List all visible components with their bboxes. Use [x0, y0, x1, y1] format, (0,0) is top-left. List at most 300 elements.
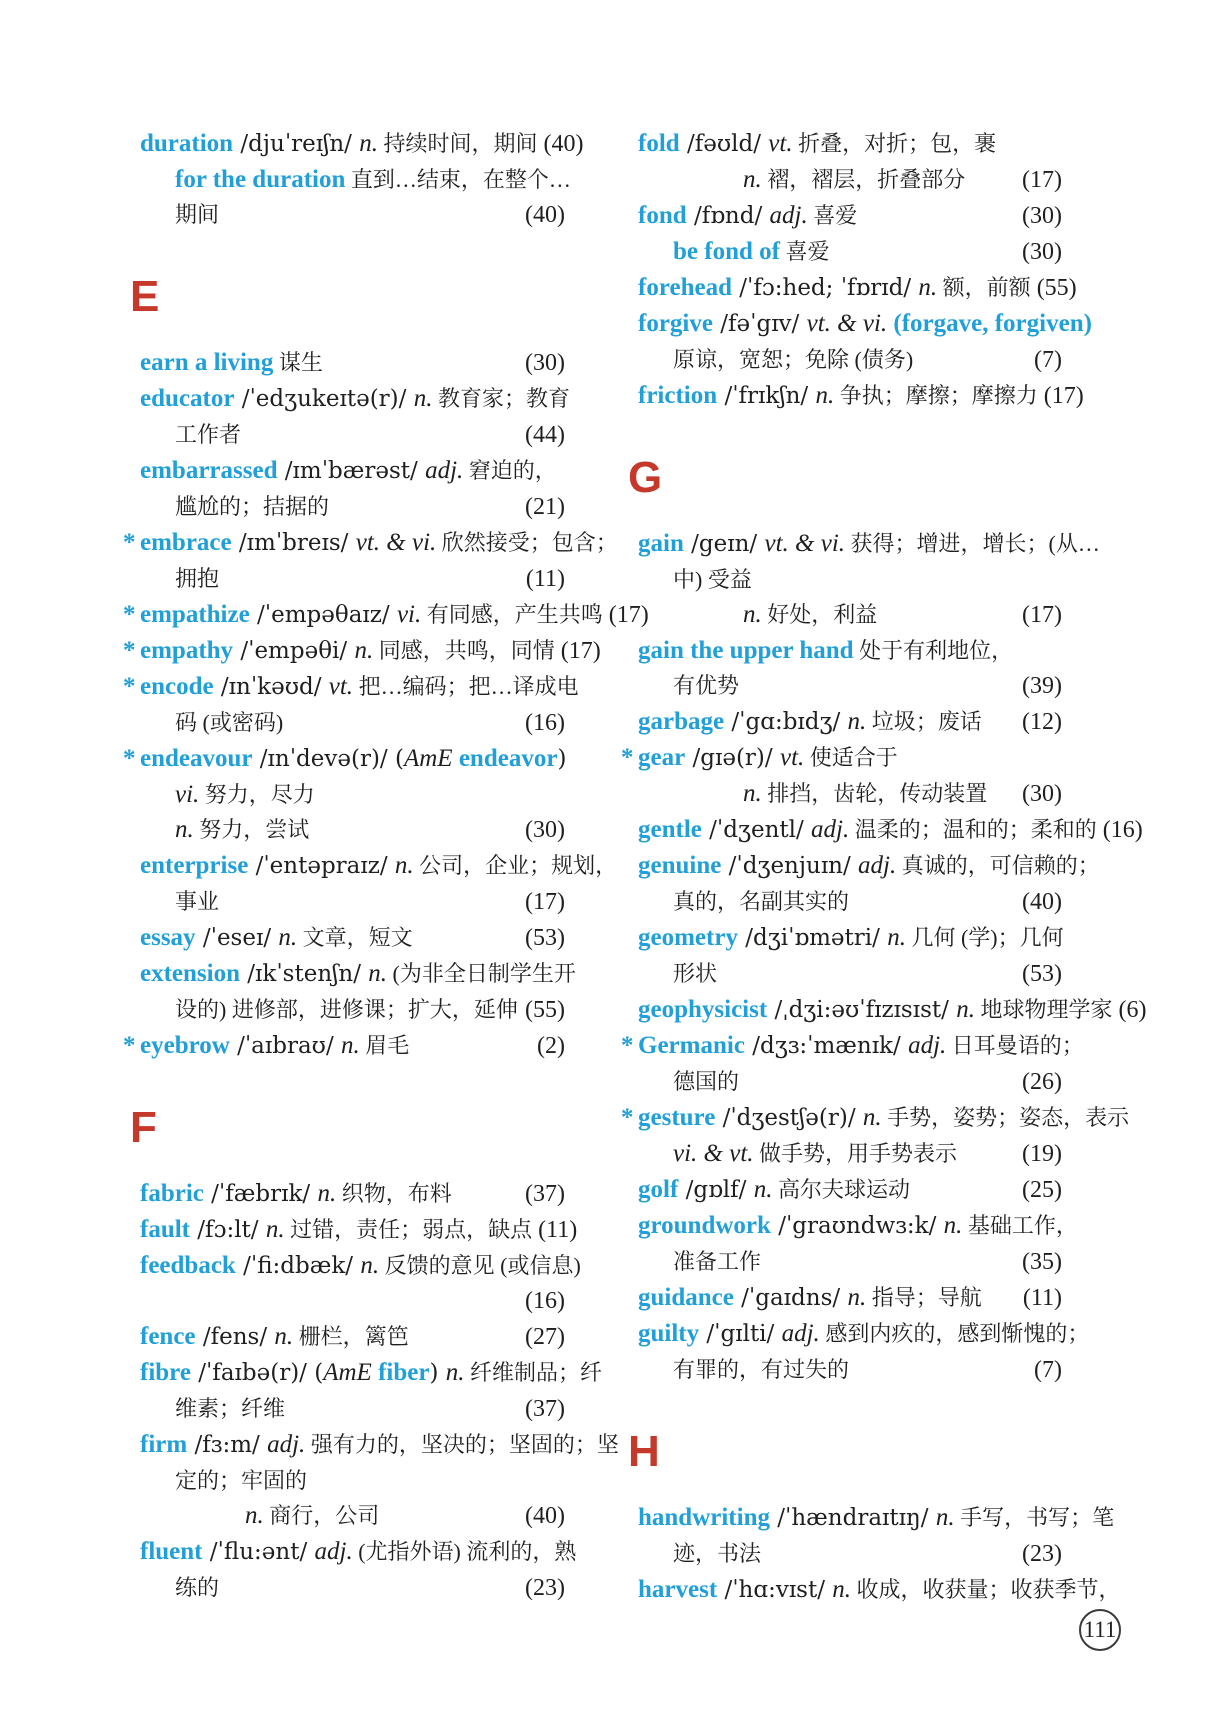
pos-label: vt. — [779, 744, 805, 771]
entry-line-text — [175, 812, 309, 847]
entry-line-text — [140, 1248, 581, 1284]
phonetic-text: /ˈgɪlti/ — [699, 1321, 782, 1347]
chinese-definition: 手势，姿势；姿态，表示 — [881, 1105, 1130, 1130]
dictionary-entry — [638, 378, 1084, 414]
chinese-definition: (为非全日制学生开 — [387, 961, 576, 986]
entry-line-text — [140, 525, 618, 561]
entry-line-text — [140, 669, 579, 705]
entry-line-text — [638, 1208, 1078, 1244]
entry-line-text — [638, 526, 1100, 562]
entry-line-text — [638, 920, 1064, 956]
unit-reference-number: (55) — [525, 997, 565, 1023]
chinese-definition: 好处，利益 — [761, 602, 878, 627]
entry-line-text — [673, 342, 913, 377]
phonetic-text: /ˈgraʊndwɜ:k/ — [770, 1213, 944, 1239]
headword-text: be fond of — [673, 238, 780, 265]
chinese-definition: 手写，书写；笔 — [954, 1505, 1115, 1530]
entry-line — [638, 776, 1062, 812]
unit-reference-number: (37) — [525, 1396, 565, 1422]
pos-label: n. — [360, 1252, 380, 1279]
dictionary-entry — [621, 1100, 1130, 1172]
pos-label: vt. & vi. — [764, 530, 846, 557]
headword-text: encode — [140, 673, 214, 700]
section-letter-F: F — [130, 1103, 157, 1152]
pos-label: n. — [445, 1359, 465, 1386]
phonetic-text: /ˈeseɪ/ — [195, 925, 279, 951]
entry-line-text — [140, 1427, 619, 1463]
headword-text: endeavor — [452, 745, 558, 772]
entry-line — [140, 417, 565, 453]
entry-line-text — [140, 920, 413, 956]
phonetic-text: /ˈempəθaɪz/ — [249, 602, 397, 628]
entry-line-text — [140, 848, 617, 884]
chinese-definition: 温柔的；温和的；柔和的 — [849, 817, 1097, 842]
phonetic-text: /ˈfi:dbæk/ — [235, 1253, 361, 1279]
unit-reference-number: (30) — [525, 350, 565, 376]
headword-text: guidance — [638, 1284, 734, 1311]
dictionary-entry — [140, 345, 565, 381]
headword-text: fluent — [140, 1538, 203, 1565]
entry-line — [140, 381, 570, 417]
entry-line — [638, 1280, 1062, 1316]
unit-reference-number: (16) — [525, 1288, 565, 1314]
entry-line-text — [140, 453, 557, 489]
headword-text: embarrassed — [140, 457, 278, 484]
entry-line-text — [245, 1498, 379, 1533]
unit-reference-number: (40) — [525, 1503, 565, 1529]
section-letter-E: E — [130, 272, 160, 321]
entry-line — [638, 198, 1062, 234]
star-marker: * — [123, 601, 136, 628]
pos-label: n. — [354, 637, 374, 664]
chinese-definition: (尤指外语) 流利的，熟 — [352, 1539, 577, 1564]
dictionary-entry — [140, 1212, 578, 1248]
dictionary-entry — [140, 1534, 577, 1606]
entry-line — [140, 1498, 565, 1534]
entry-line-text — [638, 1100, 1129, 1136]
entry-line-text — [140, 741, 566, 777]
headword-text: gain — [638, 530, 684, 557]
phonetic-text: /fɒnd/ — [686, 203, 770, 229]
phonetic-text: /fəʊld/ — [679, 131, 769, 157]
headword-text: fiber — [371, 1359, 430, 1386]
pos-label: vi. & vt. — [673, 1140, 754, 1167]
phonetic-text: /dʒiˈɒmətri/ — [737, 925, 888, 951]
pos-label: n. — [847, 1284, 867, 1311]
dictionary-entry — [140, 1427, 619, 1534]
entry-line — [638, 704, 1062, 740]
entry-line-text — [175, 561, 219, 596]
entry-line — [638, 342, 1062, 378]
entry-line — [638, 633, 1062, 668]
entry-line — [140, 848, 618, 884]
pos-label: adj. — [314, 1538, 353, 1565]
entry-line-text — [140, 126, 538, 162]
chinese-definition: 准备工作 — [673, 1249, 762, 1274]
pos-label: n. — [368, 960, 388, 987]
chinese-definition: 反馈的意见 (或信息) — [379, 1253, 581, 1278]
headword-text: guilty — [638, 1320, 700, 1347]
pos-label: n. — [245, 1502, 264, 1529]
pos-label: n. — [341, 1032, 360, 1059]
dictionary-entry — [638, 270, 1077, 306]
dictionary-entry — [140, 1176, 565, 1212]
phonetic-text: /geɪn/ — [683, 531, 765, 557]
chinese-definition: 公司，企业；规划， — [413, 853, 618, 878]
unit-reference-number: (19) — [1022, 1141, 1062, 1167]
entry-line-text — [175, 162, 571, 197]
dictionary-entry — [638, 1280, 1062, 1316]
chinese-definition: 织物，布料 — [336, 1181, 452, 1206]
headword-text: forgive — [638, 310, 713, 337]
unit-reference-number: (30) — [1022, 203, 1062, 229]
phonetic-text: ) — [429, 1360, 446, 1386]
entry-line — [140, 1463, 565, 1498]
entry-line-text — [638, 740, 898, 776]
chinese-definition: 有同感，产生共鸣 — [421, 602, 603, 627]
unit-reference-number: (12) — [1022, 709, 1062, 735]
chinese-definition: 迹，书法 — [673, 1541, 762, 1566]
star-marker: * — [123, 529, 136, 556]
chinese-definition: 尴尬的；拮据的 — [175, 494, 330, 519]
headword-text: embrace — [140, 529, 232, 556]
chinese-definition: 额，前额 — [937, 275, 1031, 300]
unit-reference-number: (17) — [1022, 167, 1062, 193]
entry-line-text — [743, 162, 965, 197]
dictionary-entry — [140, 126, 584, 233]
entry-line-text — [175, 992, 518, 1027]
phonetic-text: /ˈgaɪdns/ — [733, 1285, 848, 1311]
entry-line — [638, 848, 1100, 884]
chinese-definition: 使适合于 — [804, 745, 898, 770]
dictionary-entry — [140, 1248, 581, 1319]
headword-text: golf — [638, 1176, 679, 1203]
phonetic-text: /ˈfɔ:hed; ˈfɒrɪd/ — [731, 275, 919, 301]
headword-text: garbage — [638, 708, 725, 735]
entry-line — [140, 1355, 602, 1391]
pos-label: n. — [935, 1504, 955, 1531]
chinese-definition: 排挡，齿轮，传动装置 — [761, 781, 988, 806]
headword-text: friction — [638, 382, 718, 409]
pos-label: n. — [359, 130, 378, 157]
unit-reference-number: (40) — [1022, 889, 1062, 915]
unit-reference-number: (16) — [525, 710, 565, 736]
chinese-definition: 收成，收获量；收获季节， — [851, 1577, 1121, 1602]
phonetic-text: /ˈentəpraɪz/ — [248, 853, 395, 879]
dictionary-entry — [638, 126, 1062, 198]
entry-line-text — [140, 1028, 409, 1064]
pos-label: AmE — [323, 1359, 372, 1386]
entry-line-text — [140, 1212, 532, 1248]
pos-label: vi. — [396, 601, 422, 628]
headword-text: earn a living — [140, 349, 274, 376]
phonetic-text: /fens/ — [195, 1324, 275, 1350]
headword-text: geophysicist — [638, 996, 768, 1023]
dictionary-entry — [638, 198, 1062, 270]
dictionary-entry — [123, 1028, 565, 1064]
phonetic-text: /gɒlf/ — [678, 1177, 754, 1203]
headword-text: gain the upper hand — [638, 637, 854, 664]
phonetic-text: /djuˈreɪʃn/ — [233, 131, 360, 157]
dictionary-entry — [140, 956, 576, 1028]
pos-label: n. — [943, 1212, 963, 1239]
dictionary-entry — [638, 526, 1100, 633]
unit-reference-number: (37) — [525, 1181, 565, 1207]
dictionary-entry — [638, 1208, 1078, 1280]
unit-reference-number: (35) — [1022, 1249, 1062, 1275]
headword-text: handwriting — [638, 1504, 770, 1531]
entry-line — [140, 920, 565, 956]
chinese-definition: 期间 — [175, 202, 220, 227]
chinese-definition: 把…编码；把…译成电 — [353, 674, 579, 699]
left-column — [123, 126, 649, 1606]
entry-line — [638, 526, 1100, 562]
chinese-definition: 商行，公司 — [263, 1503, 380, 1528]
pos-label: adj. — [858, 852, 897, 879]
entry-line-text — [140, 345, 323, 380]
dictionary-entry — [638, 920, 1062, 992]
entry-line — [140, 812, 565, 848]
entry-line-text — [175, 1463, 307, 1498]
star-marker: * — [621, 1104, 634, 1131]
chinese-definition: 练的 — [175, 1575, 220, 1600]
chinese-definition: 强有力的，坚决的；坚固的；坚 — [305, 1432, 619, 1457]
unit-reference-number: (17) — [560, 638, 601, 664]
phonetic-text: /fəˈgɪv/ — [712, 311, 807, 337]
phonetic-text: /ˈfæbrɪk/ — [203, 1181, 318, 1207]
entry-line-text — [638, 1316, 1089, 1352]
unit-reference-number: (11) — [525, 566, 565, 592]
dictionary-entry — [638, 306, 1092, 378]
unit-reference-number: (40) — [525, 202, 565, 228]
entry-line-text — [673, 668, 739, 703]
chinese-definition: 拥抱 — [175, 566, 220, 591]
entry-line-text — [673, 1352, 849, 1387]
entry-line-text — [140, 1534, 576, 1570]
headword-text: feedback — [140, 1252, 236, 1279]
dictionary-entry — [638, 633, 1062, 704]
entry-line-text — [743, 597, 877, 632]
entry-line-text — [638, 1500, 1114, 1536]
entry-line — [638, 1352, 1062, 1388]
entry-line-text — [638, 633, 1013, 668]
dictionary-entry — [638, 812, 1143, 848]
pos-label: n. — [317, 1180, 337, 1207]
entry-line — [638, 1208, 1078, 1244]
phonetic-text: /fɔ:lt/ — [190, 1217, 266, 1243]
phonetic-text: /ˌdʒi:əʊˈfɪzɪsɪst/ — [767, 997, 957, 1023]
entry-line — [638, 562, 1062, 597]
chinese-definition: 真诚的，可信赖的； — [896, 853, 1100, 878]
headword-text: fabric — [140, 1180, 204, 1207]
entry-line — [638, 162, 1062, 198]
pos-label: adj. — [811, 816, 850, 843]
pos-label: adj. — [781, 1320, 820, 1347]
pos-label: adj. — [425, 457, 464, 484]
phonetic-text: /dʒɜ:ˈmænɪk/ — [744, 1033, 909, 1059]
pos-label: n. — [274, 1323, 294, 1350]
entry-line-text — [140, 597, 603, 633]
chinese-definition: 基础工作， — [962, 1213, 1078, 1238]
chinese-definition: 努力，尽力 — [199, 782, 315, 807]
entry-line — [638, 812, 1143, 848]
star-marker: * — [621, 744, 634, 771]
dictionary-entry — [638, 1572, 1121, 1608]
dictionary-entry — [638, 1500, 1115, 1572]
dictionary-entry — [140, 453, 565, 525]
headword-text: gentle — [638, 816, 702, 843]
headword-text: gear — [638, 744, 686, 771]
entry-line-text — [638, 378, 1038, 414]
dictionary-entry — [123, 633, 601, 669]
entry-line — [638, 920, 1062, 956]
entry-line-text — [638, 992, 1112, 1028]
phonetic-text: /ˈdʒentl/ — [701, 817, 812, 843]
unit-reference-number: (7) — [1034, 347, 1062, 373]
page-number: 111 — [1083, 1617, 1117, 1642]
right-column — [621, 126, 1147, 1608]
headword-text: fence — [140, 1323, 196, 1350]
chinese-definition: 感到内疚的，感到惭愧的； — [819, 1321, 1090, 1346]
entry-line — [638, 1244, 1062, 1280]
phonetic-text: /ˈfrɪkʃn/ — [717, 383, 816, 409]
entry-line — [638, 1536, 1062, 1572]
pos-label: n. — [832, 1576, 852, 1603]
phonetic-text: /ˈhændraɪtɪŋ/ — [769, 1505, 936, 1531]
unit-reference-number: (17) — [525, 889, 565, 915]
phonetic-text: /ˈaɪbraʊ/ — [229, 1033, 342, 1059]
chinese-definition: 日耳曼语的； — [946, 1033, 1084, 1058]
dictionary-entry — [123, 525, 618, 597]
unit-reference-number: (53) — [1022, 961, 1062, 987]
chinese-definition: 文章，短文 — [297, 925, 413, 950]
headword-text: fibre — [140, 1359, 191, 1386]
entry-line — [638, 597, 1062, 633]
entry-line-text — [638, 1572, 1121, 1608]
chinese-definition: 定的；牢固的 — [175, 1468, 308, 1493]
pos-label: n. — [918, 274, 938, 301]
chinese-definition: 高尔夫球运动 — [772, 1177, 910, 1202]
headword-text: Germanic — [638, 1032, 745, 1059]
chinese-definition: 直到…结束，在整个… — [345, 167, 571, 192]
entry-line-text — [140, 1176, 452, 1212]
chinese-definition: 争执；摩擦；摩擦力 — [834, 383, 1038, 408]
headword-text: forehead — [638, 274, 732, 301]
section-letter-G: G — [628, 453, 663, 502]
pos-label: n. — [887, 924, 906, 951]
unit-reference-number: (17) — [1022, 602, 1062, 628]
entry-line — [140, 197, 565, 233]
entry-line — [140, 1176, 565, 1212]
phonetic-text: /ˈedʒukeɪtə(r)/ — [234, 386, 414, 412]
chinese-definition: 栅栏，篱笆 — [293, 1324, 409, 1349]
chinese-definition: 形状 — [673, 961, 718, 986]
entry-line — [638, 1064, 1062, 1100]
pos-label: n. — [753, 1176, 773, 1203]
dictionary-entry — [638, 992, 1147, 1028]
chinese-definition: 获得；增进，增长；(从… — [845, 531, 1100, 556]
unit-reference-number: (17) — [608, 602, 649, 628]
dictionary-entry — [140, 1355, 602, 1427]
page-number-badge — [1079, 1609, 1121, 1651]
star-marker: * — [123, 673, 136, 700]
entry-line-text — [638, 812, 1097, 848]
headword-text: gesture — [638, 1104, 716, 1131]
entry-line — [123, 1028, 565, 1064]
entry-line — [638, 1500, 1115, 1536]
entry-line — [638, 1316, 1090, 1352]
entry-line-text — [638, 306, 1092, 342]
pos-label: n. — [394, 852, 414, 879]
pos-label: n. — [815, 382, 835, 409]
chinese-definition: 做手势，用手势表示 — [753, 1141, 958, 1166]
chinese-definition: 喜爱 — [807, 203, 858, 228]
headword-text: harvest — [638, 1576, 718, 1603]
entry-line-text — [673, 1244, 761, 1279]
unit-reference-number: (16) — [1102, 817, 1143, 843]
entry-line — [638, 126, 1062, 162]
chinese-definition: 持续时间，期间 — [377, 131, 538, 156]
headword-text: genuine — [638, 852, 722, 879]
chinese-definition: 处于有利地位， — [853, 638, 1014, 663]
entry-line-text — [140, 381, 570, 417]
unit-reference-number: (30) — [525, 817, 565, 843]
unit-reference-number: (2) — [537, 1033, 565, 1059]
chinese-definition: 教育家；教育 — [432, 386, 570, 411]
star-marker: * — [123, 745, 136, 772]
pos-label: n. — [278, 924, 298, 951]
chinese-definition: 窘迫的， — [463, 458, 557, 483]
entry-line-text — [673, 1136, 957, 1171]
entry-line — [140, 1391, 565, 1427]
pos-label: adj. — [267, 1431, 306, 1458]
headword-text: geometry — [638, 924, 738, 951]
dictionary-entry — [638, 1316, 1090, 1388]
chinese-definition: 中) 受益 — [673, 567, 752, 592]
entry-line — [140, 777, 565, 812]
unit-reference-number: (39) — [1022, 673, 1062, 699]
dictionary-entry — [621, 740, 1062, 812]
entry-line — [140, 956, 576, 992]
chinese-definition: 过错，责任；弱点，缺点 — [284, 1217, 533, 1242]
entry-line — [140, 489, 565, 525]
unit-reference-number: (30) — [1022, 239, 1062, 265]
phonetic-text: ) — [557, 746, 567, 772]
entry-line — [638, 992, 1147, 1028]
dictionary-entry — [140, 381, 570, 453]
dictionary-entry — [140, 1319, 565, 1355]
headword-text: fault — [140, 1216, 190, 1243]
dictionary-entry — [140, 920, 565, 956]
pos-label: n. — [743, 780, 762, 807]
unit-reference-number: (17) — [1043, 383, 1084, 409]
phonetic-text: /fɜ:m/ — [187, 1432, 268, 1458]
entry-line — [140, 884, 565, 920]
phonetic-text: /ɪnˈkəʊd/ — [213, 674, 329, 700]
pos-label: vt. — [768, 130, 793, 157]
entry-line — [123, 597, 649, 633]
unit-reference-number: (23) — [1022, 1541, 1062, 1567]
headword-text: (forgave, forgiven) — [887, 310, 1092, 337]
unit-reference-number: (27) — [525, 1324, 565, 1350]
entry-line — [638, 306, 1092, 342]
chinese-definition: 地球物理学家 — [974, 997, 1113, 1022]
entry-line — [638, 1136, 1062, 1172]
pos-label: n. — [413, 385, 433, 412]
phonetic-text: /ɪnˈdevə(r)/ ( — [252, 746, 404, 772]
chinese-definition: 有优势 — [673, 673, 740, 698]
dictionary-entry — [123, 669, 579, 741]
